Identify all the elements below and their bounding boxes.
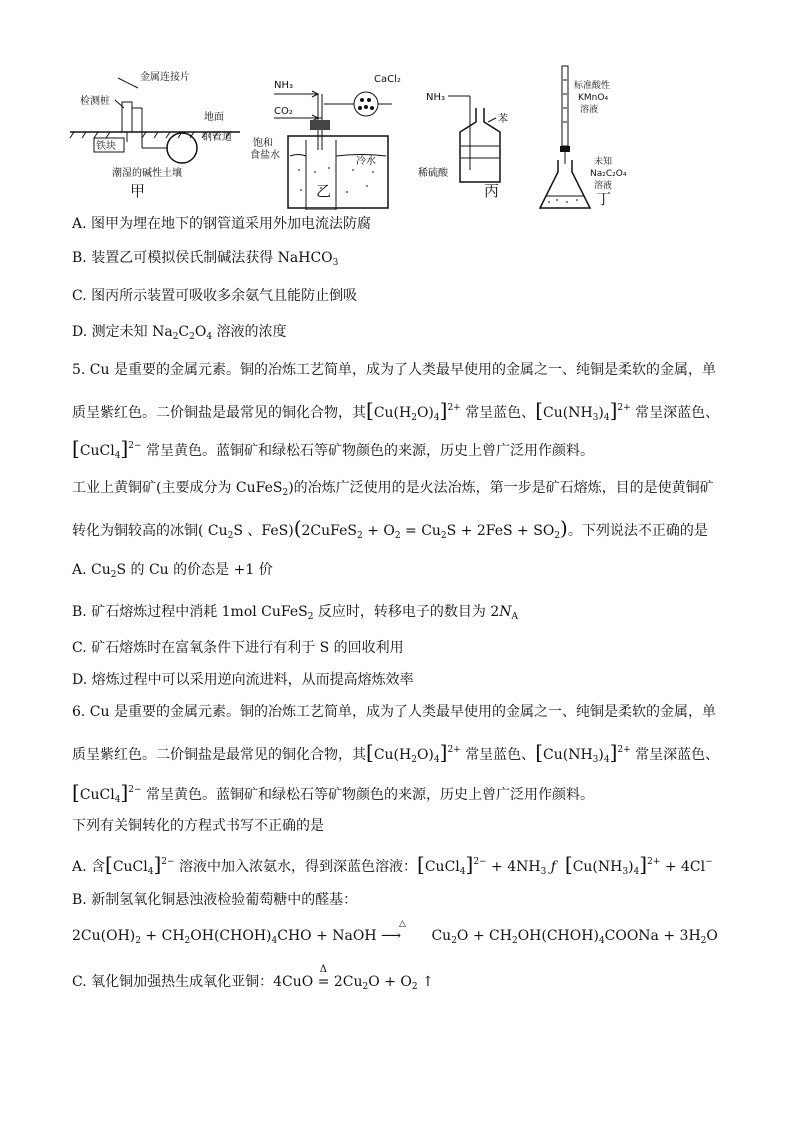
connector-leader: [118, 78, 138, 88]
burette-stopcock: [560, 146, 570, 152]
q6-intro-1: 6. Cu 是重要的金属元素。铜的冶炼工艺简单，成为了人类最早使用的金属之一、纯铜是柔软的金属，单: [72, 704, 716, 720]
label-iron: 铁块: [96, 141, 116, 152]
q5-intro-2: 质呈紫红色。二价铜盐是最常见的铜化合物，其$[Cu(H_2O)_4]^{2+}$ 常呈蓝色、$[Cu(NH_3)_4]^{2+}$ 常呈深蓝色、: [72, 398, 720, 423]
label-pipe: 钢管道: [202, 132, 232, 143]
q5-paragraph-1: 工业上黄铜矿(主要成分为 CuFeS$_2$)的冶炼广泛使用的是火法冶炼，第一步是矿石熔炼，目的是使黄铜矿: [72, 480, 714, 498]
q4-option-a: A. 图甲为埋在地下的钢管道采用外加电流法防腐: [72, 216, 372, 232]
figure-ding: [540, 66, 627, 208]
steel-pipe: [167, 133, 197, 163]
q5-option-c: C. 矿石熔炼时在富氧条件下进行有利于 S 的回收利用: [72, 640, 404, 656]
apparatus-figures: [0, 60, 794, 210]
q6-intro-3: [CuCl$_4$]$^{2-}$ 常呈黄色。蓝铜矿和绿松石等矿物颜色的来源，历史上曾广泛用作颜料。: [72, 780, 595, 805]
q4-option-c: C. 图丙所示装置可吸收多余氨气且能防止倒吸: [72, 288, 358, 304]
burette: [562, 66, 568, 146]
conical-flask: [540, 160, 590, 208]
label-soil: 潮湿的碱性土壤: [112, 168, 182, 179]
heat-equals: Δ =: [317, 964, 330, 990]
label-bing-nh3: NH₃: [426, 92, 446, 103]
flask-solution: [546, 196, 584, 202]
q5-option-d: D. 熔炼过程中可以采用逆向流进料，从而提高熔炼效率: [72, 672, 414, 688]
q5-intro-3: [CuCl$_4$]$^{2-}$ 常呈黄色。蓝铜矿和绿松石等矿物颜色的来源，历史上曾广泛用作颜料。: [72, 436, 595, 461]
label-brine-1: 饱和: [253, 138, 273, 149]
label-std-2: KMnO₄: [578, 93, 609, 103]
q6-option-b-equation: $2Cu(OH)_2$ + $CH_2OH(CHOH)_4CHO$ + NaOH △ ⟶ $Cu_2O$ + $CH_2OH(CHOH)_4COONa + 3H_2O$: [72, 919, 718, 946]
label-std-1: 标准酸性: [574, 81, 611, 91]
reaction-arrow: △ ⟶: [381, 919, 406, 944]
q4-option-d: D. 测定未知 $Na_2C_2O_4$ 溶液的浓度: [72, 324, 287, 342]
sensor-pillar: [122, 102, 132, 132]
label-cacl2: CaCl₂: [374, 74, 401, 85]
label-yi-nh3: NH₃: [274, 80, 294, 91]
figure-yi: [250, 74, 401, 210]
q6-intro-2: 质呈紫红色。二价铜盐是最常见的铜化合物，其$[Cu(H_2O)_4]^{2+}$ 常呈蓝色、$[Cu(NH_3)_4]^{2+}$ 常呈深蓝色、: [72, 740, 720, 765]
stopper: [310, 120, 330, 130]
q5-paragraph-2: 转化为铜较高的冰铜( $Cu_2S$ 、FeS)(2CuFeS$_2$ + $O_2 = Cu_2S + 2FeS + SO_2$)。下列说法不正确的是: [72, 516, 708, 541]
label-unk-1: 未知: [594, 157, 613, 167]
label-sensor: 检测桩: [80, 96, 110, 107]
sensor-leader: [115, 100, 124, 108]
label-connector: 金属连接片: [140, 72, 190, 83]
label-unk-2: Na₂C₂O₄: [590, 169, 627, 179]
caption-ding: 丁: [596, 190, 612, 208]
label-brine-2: 食盐水: [250, 150, 280, 161]
figure-bing: [418, 92, 508, 200]
label-unk-3: 溶液: [594, 181, 613, 191]
q6-option-b: B. 新制氢氧化铜悬浊液检验葡萄糖中的醛基：: [72, 892, 358, 908]
figure-row: [0, 60, 794, 210]
q6-option-c: C. 氧化铜加强热生成氧化亚铜：4CuO Δ = $2Cu_2O + O_2$ ↑: [72, 964, 434, 992]
q4-option-b: B. 装置乙可模拟侯氏制碱法获得 NaHCO$_3$: [72, 250, 339, 268]
caption-jia: 甲: [130, 182, 146, 200]
label-benzene: 苯: [498, 114, 508, 125]
q5-option-b: B. 矿石熔炼过程中消耗 1mol CuFeS$_2$ 反应时，转移电子的数目为 $2N_A$: [72, 604, 519, 622]
figure-jia: [70, 70, 240, 200]
label-yi-co2: CO₂: [274, 106, 293, 117]
caption-yi: 乙: [316, 182, 332, 200]
q5-option-a: A. $Cu_2S$ 的 Cu 的价态是 +1 价: [72, 562, 273, 580]
label-dilute-acid: 稀硫酸: [418, 168, 448, 179]
caption-bing: 丙: [484, 182, 500, 200]
q6-stem: 下列有关铜转化的方程式书写不正确的是: [72, 818, 324, 834]
bing-layers: [461, 146, 499, 158]
q6-option-a: A. 含[CuCl$_4$]$^{2-}$ 溶液中加入浓氨水，得到深蓝色溶液：[CuCl$_4$]$^{2-}$ + $4NH_3$ ƒ $[Cu(NH_3)_4]^{2+} + 4Cl^-$: [72, 852, 713, 877]
label-cold-water: 冷水: [356, 156, 376, 167]
q5-intro-1: 5. Cu 是重要的金属元素。铜的冶炼工艺简单，成为了人类最早使用的金属之一、纯铜是柔软的金属，单: [72, 362, 716, 378]
label-std-3: 溶液: [580, 105, 599, 115]
label-ground: 地面: [204, 112, 224, 123]
drying-bulb: [354, 92, 378, 116]
